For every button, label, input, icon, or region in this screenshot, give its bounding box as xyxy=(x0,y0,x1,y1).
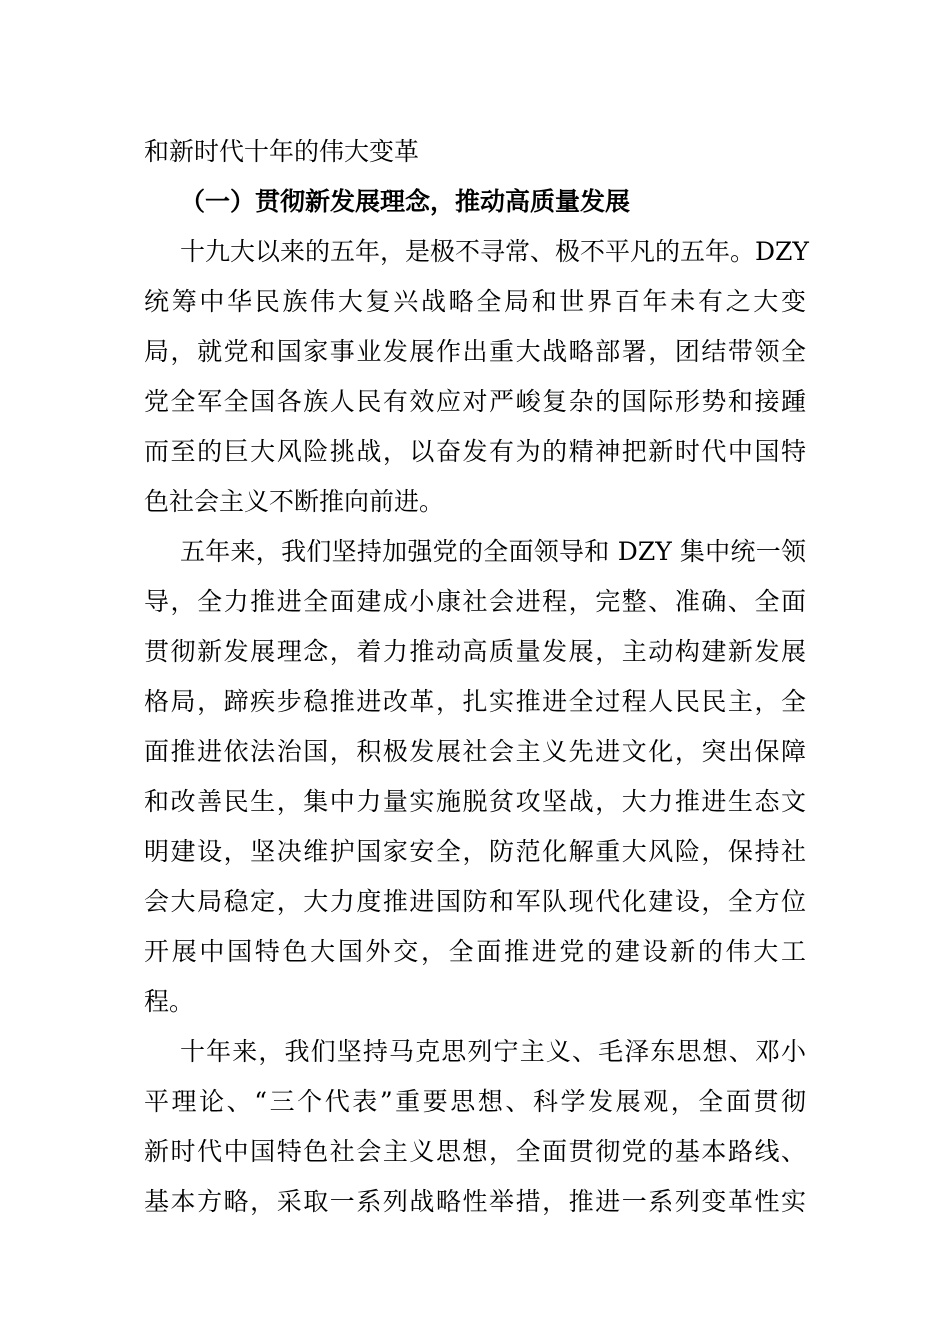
paragraph-line: 会大局稳定，大力度推进国防和军队现代化建设，全方位 xyxy=(144,887,806,916)
paragraph-line: 格局，蹄疾步稳推进改革，扎实推进全过程人民民主，全 xyxy=(144,687,806,716)
paragraph-line: 十九大以来的五年，是极不寻常、极不平凡的五年。DZY xyxy=(180,237,809,266)
paragraph-line: 导，全力推进全面建成小康社会进程，完整、准确、全面 xyxy=(144,587,806,616)
paragraph-line: 面推进依法治国，积极发展社会主义先进文化，突出保障 xyxy=(144,737,806,766)
paragraph-line: 党全军全国各族人民有效应对严峻复杂的国际形势和接踵 xyxy=(144,387,806,416)
paragraph-line: 程。 xyxy=(144,987,195,1016)
paragraph-line: 基本方略，采取一系列战略性举措，推进一系列变革性实 xyxy=(144,1187,806,1216)
paragraph-line: 平理论、“三个代表”重要思想、科学发展观，全面贯彻 xyxy=(144,1087,806,1116)
paragraph-line: 新时代中国特色社会主义思想，全面贯彻党的基本路线、 xyxy=(144,1137,806,1166)
paragraph-line: 统筹中华民族伟大复兴战略全局和世界百年未有之大变 xyxy=(144,287,806,316)
paragraph-line: 色社会主义不断推向前进。 xyxy=(144,487,445,516)
paragraph-line: 而至的巨大风险挑战，以奋发有为的精神把新时代中国特 xyxy=(144,437,806,466)
paragraph-line: 局，就党和国家事业发展作出重大战略部署，团结带领全 xyxy=(144,337,806,366)
section-heading: （一）贯彻新发展理念，推动高质量发展 xyxy=(180,187,631,216)
paragraph-line: 十年来，我们坚持马克思列宁主义、毛泽东思想、邓小 xyxy=(180,1037,806,1066)
paragraph-line: 五年来，我们坚持加强党的全面领导和 DZY 集中统一领 xyxy=(180,537,806,566)
paragraph-line: 贯彻新发展理念，着力推动高质量发展，主动构建新发展 xyxy=(144,637,806,666)
title-line: 和新时代十年的伟大变革 xyxy=(144,137,420,166)
paragraph-line: 和改善民生，集中力量实施脱贫攻坚战，大力推进生态文 xyxy=(144,787,806,816)
paragraph-line: 开展中国特色大国外交，全面推进党的建设新的伟大工 xyxy=(144,937,806,966)
paragraph-line: 明建设，坚决维护国家安全，防范化解重大风险，保持社 xyxy=(144,837,806,866)
